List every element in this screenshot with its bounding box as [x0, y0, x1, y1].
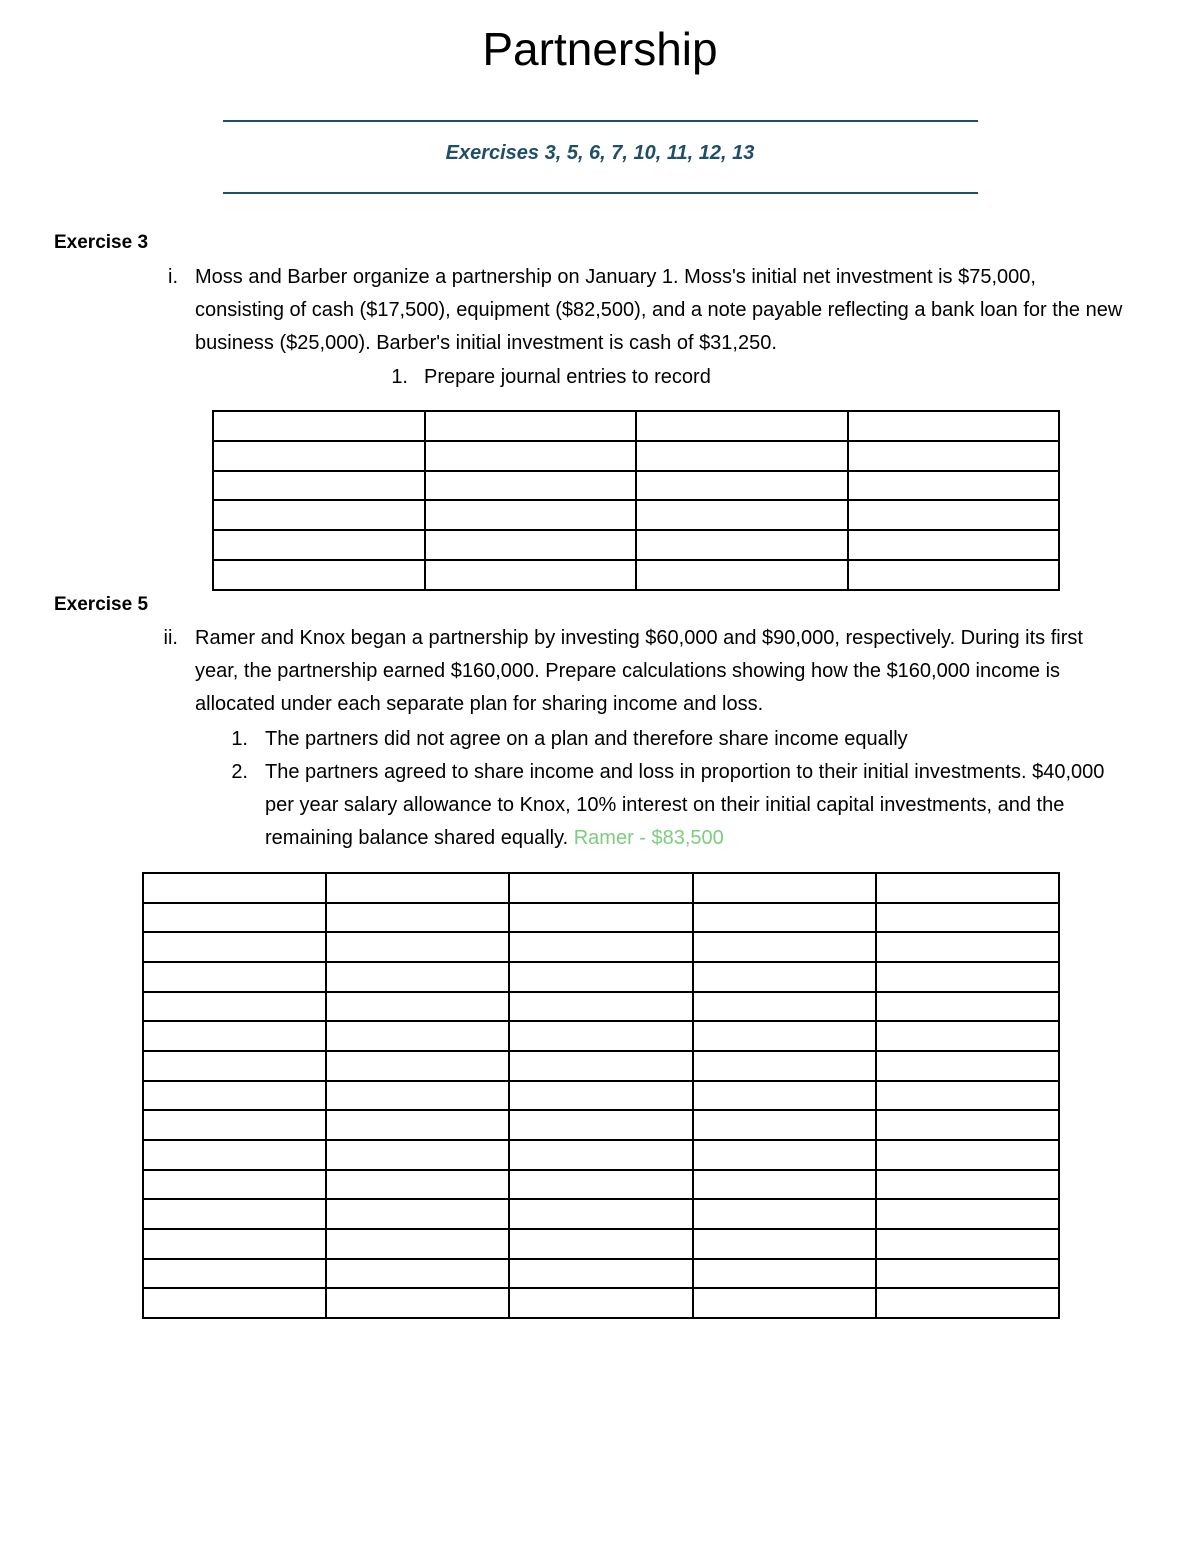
exercise-5-table-cell: [326, 1081, 509, 1111]
exercise-3-table-cell: [848, 411, 1060, 441]
exercise-3-table-row: [213, 500, 1059, 530]
exercise-5-table-cell: [693, 1021, 876, 1051]
exercise-5-table-cell: [326, 992, 509, 1022]
exercise-5-table-cell: [509, 1199, 692, 1229]
exercise-5-table-cell: [693, 1110, 876, 1140]
exercise-5-table-cell: [509, 1140, 692, 1170]
exercise-5-table-cell: [326, 873, 509, 903]
exercise-5-sub1-marker: 1.: [231, 728, 248, 750]
exercise-5-table-cell: [143, 903, 326, 933]
exercise-5-table-cell: [143, 1140, 326, 1170]
exercise-5-table-cell: [326, 1110, 509, 1140]
exercise-5-table-cell: [326, 1051, 509, 1081]
exercise-5-table-row: [143, 962, 1059, 992]
exercise-5-table-cell: [143, 1259, 326, 1289]
exercise-5-table-row: [143, 1081, 1059, 1111]
exercise-5-table-cell: [693, 992, 876, 1022]
exercise-5-table-cell: [143, 932, 326, 962]
exercise-5-table-cell: [876, 992, 1059, 1022]
exercise-3-table-cell: [425, 471, 637, 501]
exercise-5-table-cell: [876, 1081, 1059, 1111]
exercise-5-table-row: [143, 992, 1059, 1022]
exercise-5-table-cell: [326, 962, 509, 992]
exercise-5-table-cell: [693, 873, 876, 903]
exercise-5-table-cell: [876, 1229, 1059, 1259]
exercise-3-journal-table: [212, 410, 1060, 591]
exercise-3-table-cell: [213, 441, 425, 471]
exercise-5-table-cell: [876, 1051, 1059, 1081]
exercise-5-table-row: [143, 903, 1059, 933]
exercise-5-plan-1-text: The partners did not agree on a plan and therefore share income equally: [265, 728, 908, 750]
page-title: Partnership: [482, 23, 718, 75]
exercise-5-table-cell: [876, 903, 1059, 933]
exercises-subtitle: Exercises 3, 5, 6, 7, 10, 11, 12, 13: [445, 142, 755, 164]
exercise-3-heading: Exercise 3: [54, 232, 149, 253]
exercise-5-table-row: [143, 1051, 1059, 1081]
exercise-5-table-cell: [509, 873, 692, 903]
exercise-5-table-row: [143, 1259, 1059, 1289]
exercise-3-table-cell: [213, 471, 425, 501]
exercise-5-table-row: [143, 1170, 1059, 1200]
exercise-5-table-cell: [509, 962, 692, 992]
exercise-3-instruction: Prepare journal entries to record: [424, 366, 711, 388]
exercise-3-table-cell: [425, 530, 637, 560]
exercise-3-table-row: [213, 441, 1059, 471]
exercise-5-table-cell: [143, 1170, 326, 1200]
exercise-5-table-cell: [509, 992, 692, 1022]
exercise-5-sub2-marker: 2.: [231, 761, 248, 783]
exercise-5-allocation-table: [142, 872, 1060, 1319]
exercise-5-table-cell: [509, 1081, 692, 1111]
exercise-3-table-row: [213, 560, 1059, 590]
exercise-5-table-cell: [326, 1199, 509, 1229]
exercise-5-table-cell: [876, 1170, 1059, 1200]
title-divider-bottom: [223, 192, 978, 194]
exercise-5-table-cell: [693, 1170, 876, 1200]
exercise-5-table-cell: [326, 1288, 509, 1318]
exercise-5-table-cell: [326, 932, 509, 962]
exercise-5-table-cell: [143, 873, 326, 903]
exercise-5-table-row: [143, 1288, 1059, 1318]
exercise-5-problem-text: Ramer and Knox began a partnership by investing $60,000 and $90,000, respectively. During its first year, the partnership earned $160,000. Prepare calculations showing how the $160,000 income is allocated under each separate plan for sharing income and loss.: [195, 627, 1083, 715]
exercise-5-table-cell: [143, 1021, 326, 1051]
exercise-5-table-row: [143, 873, 1059, 903]
exercise-5-table-cell: [509, 1229, 692, 1259]
exercise-5-table-cell: [876, 1288, 1059, 1318]
exercise-3-table-cell: [636, 471, 848, 501]
exercise-5-table-cell: [509, 1110, 692, 1140]
exercise-5-item-marker: ii.: [163, 627, 178, 649]
exercise-3-table-row: [213, 530, 1059, 560]
exercise-5-table-cell: [143, 1110, 326, 1140]
exercise-5-table-cell: [143, 1051, 326, 1081]
exercise-3-table-row: [213, 411, 1059, 441]
exercise-5-table-row: [143, 932, 1059, 962]
exercise-5-table-cell: [326, 903, 509, 933]
exercise-3-sub-marker: 1.: [391, 366, 408, 388]
exercise-5-table-cell: [693, 1229, 876, 1259]
exercise-3-table-cell: [425, 560, 637, 590]
exercise-3-table-cell: [213, 500, 425, 530]
exercise-5-table-cell: [143, 992, 326, 1022]
exercise-5-table-cell: [876, 873, 1059, 903]
exercise-5-table-cell: [876, 1259, 1059, 1289]
exercise-5-table-cell: [693, 1081, 876, 1111]
exercise-5-table-cell: [509, 903, 692, 933]
exercise-3-table-cell: [848, 500, 1060, 530]
exercise-3-table-cell: [425, 441, 637, 471]
exercise-5-table-cell: [693, 1199, 876, 1229]
exercise-5-table-cell: [326, 1229, 509, 1259]
exercise-3-table-row: [213, 471, 1059, 501]
exercise-5-table-cell: [693, 1288, 876, 1318]
exercise-3-table-cell: [636, 411, 848, 441]
exercise-3-table-cell: [636, 500, 848, 530]
exercise-5-table-cell: [509, 1021, 692, 1051]
exercise-3-table-cell: [848, 471, 1060, 501]
exercise-3-table-cell: [213, 560, 425, 590]
exercise-3-item-marker: i.: [168, 266, 178, 288]
exercise-5-table-cell: [509, 1170, 692, 1200]
answer-note: Ramer - $83,500: [573, 827, 724, 849]
exercise-5-table-cell: [693, 1140, 876, 1170]
exercise-3-table-cell: [425, 500, 637, 530]
exercise-5-table-row: [143, 1110, 1059, 1140]
exercise-5-table-cell: [326, 1170, 509, 1200]
exercise-5-table-cell: [326, 1021, 509, 1051]
exercise-5-table-cell: [876, 1021, 1059, 1051]
exercise-5-table-cell: [509, 1288, 692, 1318]
exercise-5-table-cell: [509, 932, 692, 962]
exercise-5-table-cell: [693, 932, 876, 962]
exercise-5-table-cell: [143, 962, 326, 992]
title-divider-top: [223, 120, 978, 122]
exercise-5-heading: Exercise 5: [54, 594, 149, 615]
exercise-3-table-cell: [213, 530, 425, 560]
exercise-5-table-cell: [876, 962, 1059, 992]
exercise-5-table-row: [143, 1140, 1059, 1170]
exercise-5-table-cell: [693, 962, 876, 992]
exercise-5-table-cell: [143, 1229, 326, 1259]
exercise-5-table-cell: [693, 903, 876, 933]
exercise-5-table-row: [143, 1229, 1059, 1259]
exercise-3-table-cell: [213, 411, 425, 441]
exercise-5-table-cell: [876, 1199, 1059, 1229]
exercise-5-table-cell: [876, 1110, 1059, 1140]
exercise-5-plan-2-text: [265, 756, 1125, 855]
exercise-5-table-row: [143, 1199, 1059, 1229]
exercise-5-table-cell: [143, 1081, 326, 1111]
exercise-5-table-cell: [876, 932, 1059, 962]
exercise-5-table-cell: [326, 1259, 509, 1289]
exercise-3-table-cell: [848, 530, 1060, 560]
exercise-5-table-row: [143, 1021, 1059, 1051]
exercise-5-table-cell: [693, 1259, 876, 1289]
exercise-5-table-cell: [143, 1199, 326, 1229]
exercise-3-table-cell: [425, 411, 637, 441]
exercise-5-plan-2-body: The partners agreed to share income and loss in proportion to their initial investments. $40,000 per year salary allowance to Knox, 10% interest on their initial capital investments, and the remaining balance shared equally.: [265, 761, 1105, 849]
exercise-5-table-cell: [326, 1140, 509, 1170]
exercise-3-problem-text: Moss and Barber organize a partnership on January 1. Moss's initial net investment is $75,000, consisting of cash ($17,500), equipment ($82,500), and a note payable reflecting a bank loan for the new business ($25,000). Barber's initial investment is cash of $31,250.: [195, 266, 1123, 354]
exercise-5-table-cell: [876, 1140, 1059, 1170]
exercise-3-table-cell: [636, 441, 848, 471]
exercise-5-table-cell: [693, 1051, 876, 1081]
exercise-5-table-cell: [509, 1051, 692, 1081]
exercise-3-table-cell: [636, 530, 848, 560]
exercise-3-table-cell: [848, 560, 1060, 590]
exercise-5-table-cell: [509, 1259, 692, 1289]
exercise-3-table-cell: [636, 560, 848, 590]
exercise-5-table-cell: [143, 1288, 326, 1318]
exercise-3-table-cell: [848, 441, 1060, 471]
